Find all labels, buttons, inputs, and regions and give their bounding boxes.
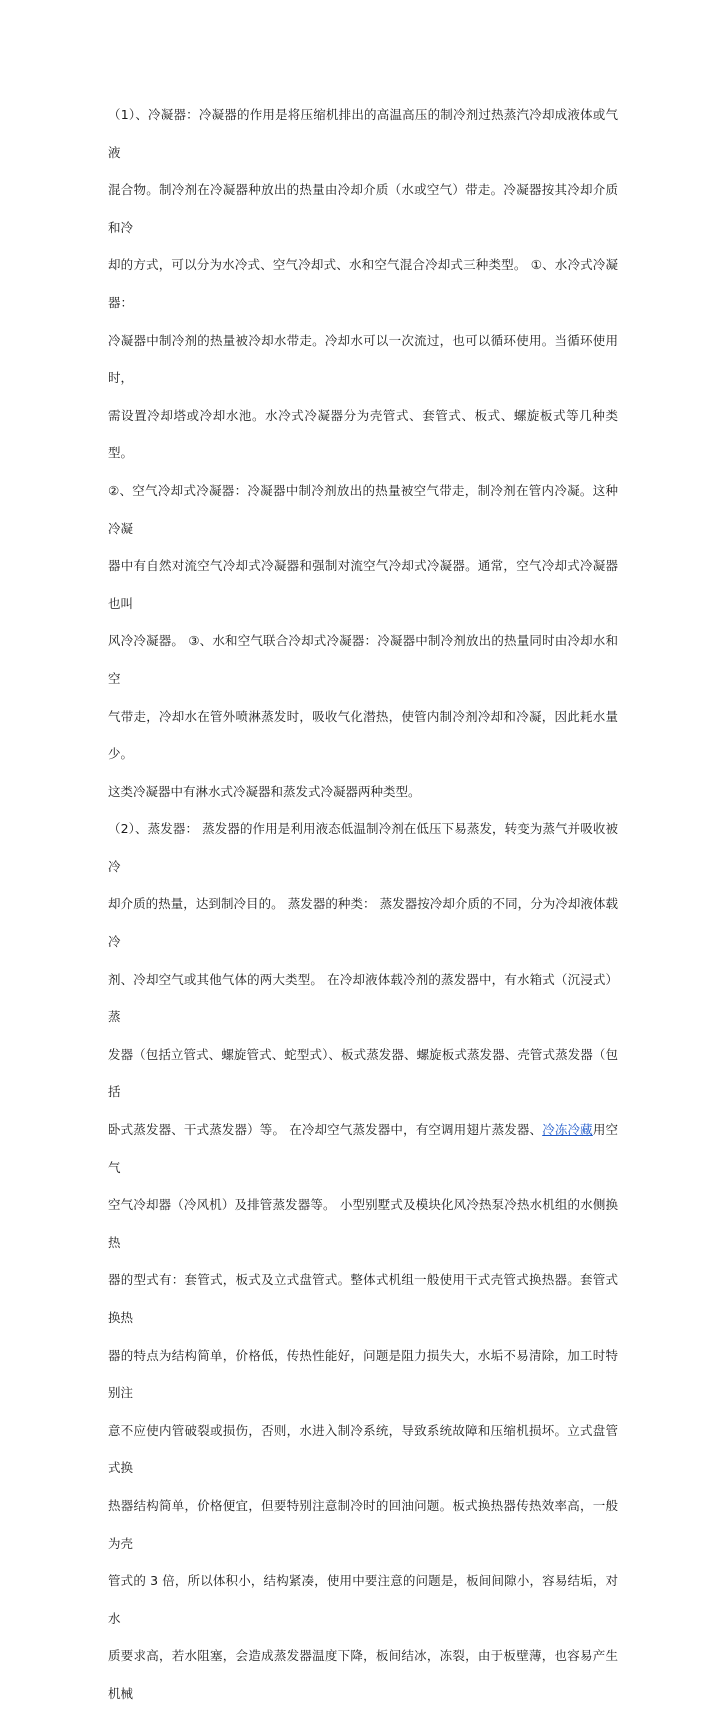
text-line: 意不应使内管破裂或损伤，否则，水进入制冷系统，导致系统故障和压缩机损坏。立式盘管式换 [108,1422,618,1476]
text-line: （1）、冷凝器：冷凝器的作用是将压缩机排出的高温高压的制冷剂过热蒸汽冷却成液体或气液 [108,107,618,160]
text-segment: 卧式蒸发器、干式蒸发器）等。 在冷却空气蒸发器中，有空调用翅片蒸发器、 [108,1122,543,1138]
text-line: 需设置冷却塔或冷却水池。水冷式冷凝器分为壳管式、套管式、板式、螺旋板式等几种类型。 [108,407,618,461]
text-line: 混合物。制冷剂在冷凝器种放出的热量由冷却介质（水或空气）带走。冷凝器按其冷却介质和冷 [108,182,618,235]
text-line: 器的特点为结构简单，价格低，传热性能好，问题是阻力损失大，水垢不易清除，加工时特别注 [108,1347,618,1401]
text-segment: 用空气 [108,1122,618,1175]
document-body [108,96,618,1713]
text-line: 质要求高，若水阻塞，会造成蒸发器温度下降，板间结冰，冻裂，由于板壁薄，也容易产生机械 [108,1648,618,1701]
text-line: 这类冷凝器中有淋水式冷凝器和蒸发式冷凝器两种类型。 [108,783,421,799]
text-line: 热器结构简单，价格便宜，但要特别注意制冷时的回油问题。板式换热器传热效率高，一般为壳 [108,1497,618,1551]
text-line: ②、空气冷却式冷凝器：冷凝器中制冷剂放出的热量被空气带走，制冷剂在管内冷凝。这种冷凝 [108,482,618,536]
text-line: 气带走，冷却水在管外喷淋蒸发时，吸收气化潜热，使管内制冷剂冷却和冷凝，因此耗水量少。 [108,708,618,762]
paragraph-condenser [108,96,618,810]
text-line: 器的型式有：套管式，板式及立式盘管式。整体式机组一般使用干式壳管式换热器。套管式换热 [108,1272,618,1325]
text-line: 空气冷却器（冷风机）及排管蒸发器等。 小型别墅式及模块化风冷热泵冷热水机组的水侧换热 [108,1197,618,1250]
text-line: 却的方式，可以分为水冷式、空气冷却式、水和空气混合冷却式三种类型。 ①、水冷式冷凝器： [108,257,618,310]
text-line: 冷凝器中制冷剂的热量被冷却水带走。冷却水可以一次流过，也可以循环使用。当循环使用时， [108,332,618,386]
text-line-with-link [108,1111,618,1186]
text-line: 发器（包括立管式、螺旋管式、蛇型式）、板式蒸发器、螺旋板式蒸发器、壳管式蒸发器（包括 [108,1046,618,1100]
text-line: 却介质的热量，达到制冷目的。 蒸发器的种类： 蒸发器按冷却介质的不同，分为冷却液体载冷 [108,896,618,950]
text-line: 风冷冷凝器。 ③、水和空气联合冷却式冷凝器：冷凝器中制冷剂放出的热量同时由冷却水和空 [108,633,618,686]
text-line: （2）、蒸发器： 蒸发器的作用是利用液态低温制冷剂在低压下易蒸发，转变为蒸气并吸收被冷 [108,821,618,874]
text-line: 管式的 3 倍，所以体积小，结构紧凑，使用中要注意的问题是，板间间隙小，容易结垢，对水 [108,1573,618,1626]
link-cold-storage[interactable]: 冷冻冷藏 [542,1122,593,1138]
text-line: 剂、冷却空气或其他气体的两大类型。 在冷却液体载冷剂的蒸发器中，有水箱式（沉浸式）蒸 [108,971,618,1025]
text-line: 器中有自然对流空气冷却式冷凝器和强制对流空气冷却式冷凝器。通常，空气冷却式冷凝器也叫 [108,558,618,611]
paragraph-evaporator [108,810,618,1712]
